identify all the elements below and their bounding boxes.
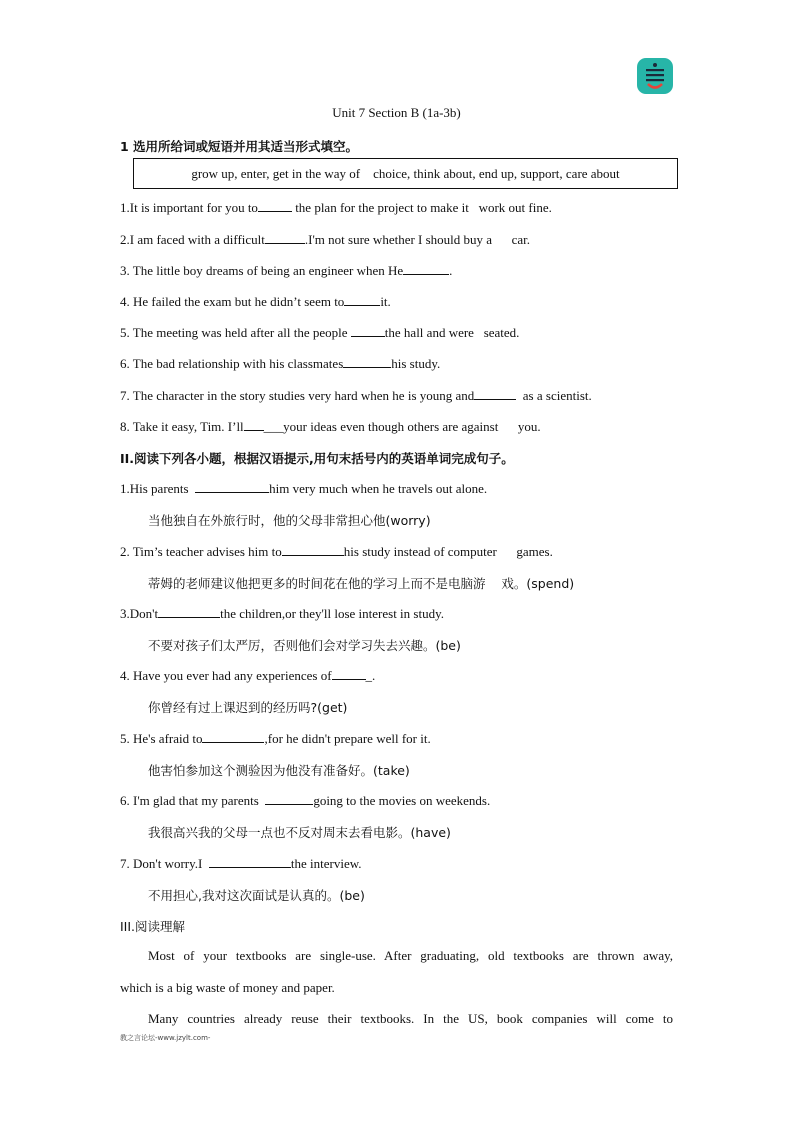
s1-item-8 <box>120 418 541 435</box>
section2-heading: II.阅读下列各小题，根据汉语提示,用句末括号内的英语单词完成句子。 <box>120 451 514 466</box>
answer-blank[interactable] <box>158 605 220 618</box>
s2-item-4-hint: 你曾经有过上课迟到的经历吗?(get) <box>148 700 348 715</box>
s2-item-2 <box>120 543 553 560</box>
item-text-after: ___your ideas even though others are against you. <box>263 419 541 434</box>
answer-blank[interactable] <box>258 199 292 212</box>
s1-item-2 <box>120 231 530 248</box>
item-text-after: the hall and were seated. <box>384 325 520 340</box>
item-text-before: Don't <box>129 606 159 621</box>
answer-blank[interactable] <box>244 418 264 431</box>
item-text-after: as a scientist. <box>516 388 592 403</box>
s2-item-7 <box>120 855 362 872</box>
item-text-after: going to the movies on weekends. <box>313 793 491 808</box>
item-text-before: Take it easy, Tim. I’ll <box>132 419 244 434</box>
item-number: 7. <box>120 388 130 403</box>
s1-item-5 <box>120 324 519 341</box>
item-text-before: Tim’s teacher advises him to <box>132 544 282 559</box>
item-text-after: it. <box>380 294 391 309</box>
item-text-before: The meeting was held after all the people <box>132 325 351 340</box>
item-text-before: Have you ever had any experiences of <box>133 668 332 683</box>
s2-item-5-hint: 他害怕参加这个测验因为他没有准备好。(take) <box>148 763 410 778</box>
item-text-before: His parents <box>129 481 196 496</box>
logo-mark-icon <box>637 58 673 94</box>
answer-blank[interactable] <box>209 855 291 868</box>
s2-item-6-hint: 我很高兴我的父母一点也不反对周末去看电影。(have) <box>148 825 451 840</box>
s2-item-5 <box>120 730 431 747</box>
answer-blank[interactable] <box>202 730 264 743</box>
answer-blank[interactable] <box>265 792 313 805</box>
item-number: 4. <box>120 294 130 309</box>
item-text-before: He's afraid to <box>133 731 203 746</box>
item-number: 1. <box>120 200 130 215</box>
item-text-before: The bad relationship with his classmates <box>132 356 344 371</box>
s2-item-7-hint: 不用担心,我对这次面试是认真的。(be) <box>148 888 365 903</box>
item-text-before: Don't worry.I <box>133 856 209 871</box>
item-number: 3. <box>120 606 130 621</box>
item-number: 3. <box>120 263 130 278</box>
answer-blank[interactable] <box>265 231 305 244</box>
answer-blank[interactable] <box>343 355 391 368</box>
answer-blank[interactable] <box>282 543 344 556</box>
site-logo <box>637 58 673 94</box>
s2-item-3-hint: 不要对孩子们太严厉，否则他们会对学习失去兴趣。(be) <box>148 638 461 653</box>
item-text-after: .I'm not sure whether I should buy a car. <box>304 232 530 247</box>
item-text-after: his study. <box>391 356 441 371</box>
item-text-before: I am faced with a difficult <box>129 232 265 247</box>
item-text-after: the plan for the project to make it work out fine. <box>291 200 552 215</box>
item-text-after: . <box>449 263 453 278</box>
s1-item-7 <box>120 387 592 404</box>
reading-paragraph-2-line-1: Many countries already reuse their textbooks. In the US, book companies will come to <box>148 1011 673 1026</box>
section3-heading: III.阅读理解 <box>120 919 186 934</box>
item-text-before: It is important for you to <box>129 200 258 215</box>
answer-blank[interactable] <box>344 293 380 306</box>
item-text-after: his study instead of computer games. <box>343 544 553 559</box>
item-text-after: ,for he didn't prepare well for it. <box>264 731 431 746</box>
item-text-after: him very much when he travels out alone. <box>269 481 488 496</box>
item-text-before: He failed the exam but he didn’t seem to <box>133 294 345 309</box>
section1-heading: 1 选用所给词或短语并用其适当形式填空。 <box>120 139 359 154</box>
s2-item-6 <box>120 792 490 809</box>
item-text-before: The character in the story studies very hard when he is young and <box>132 388 475 403</box>
answer-blank[interactable] <box>403 262 449 275</box>
item-number: 7. <box>120 856 130 871</box>
item-text-before: The little boy dreams of being an engineer when He <box>132 263 404 278</box>
item-number: 6. <box>120 793 130 808</box>
s1-item-6 <box>120 355 440 372</box>
s2-item-4 <box>120 667 375 684</box>
word-box <box>133 158 678 189</box>
item-text-before: I'm glad that my parents <box>133 793 266 808</box>
word-box-text: grow up, enter, get in the way of choice, think about, end up, support, care about <box>191 165 620 181</box>
item-number: 2. <box>120 232 130 247</box>
s2-item-2-hint: 蒂姆的老师建议他把更多的时间花在他的学习上而不是电脑游 戏。(spend) <box>148 576 575 591</box>
item-number: 4. <box>120 668 130 683</box>
answer-blank[interactable] <box>195 480 269 493</box>
reading-paragraph-1-line-2: which is a big waste of money and paper. <box>120 980 335 995</box>
s2-item-1-hint: 当他独自在外旅行时，他的父母非常担心他(worry) <box>148 513 431 528</box>
s2-item-3 <box>120 605 444 622</box>
footer-watermark: 教之言论坛-www.jzylt.com- <box>120 1034 211 1042</box>
s1-item-1 <box>120 199 552 216</box>
item-number: 2. <box>120 544 130 559</box>
reading-paragraph-1-line-1: Most of your textbooks are single-use. After graduating, old textbooks are thrown away, <box>148 948 673 963</box>
s2-item-1 <box>120 480 487 497</box>
item-text-after: the interview. <box>290 856 362 871</box>
page-title: Unit 7 Section B (1a-3b) <box>332 105 461 120</box>
item-number: 5. <box>120 731 130 746</box>
answer-blank[interactable] <box>351 324 385 337</box>
item-number: 6. <box>120 356 130 371</box>
s1-item-4 <box>120 293 391 310</box>
item-text-after: _. <box>365 668 376 683</box>
item-number: 1. <box>120 481 130 496</box>
item-number: 8. <box>120 419 130 434</box>
s1-item-3 <box>120 262 452 279</box>
answer-blank[interactable] <box>474 387 516 400</box>
item-text-after: the children,or they'll lose interest in study. <box>220 606 444 621</box>
answer-blank[interactable] <box>332 667 366 680</box>
item-number: 5. <box>120 325 130 340</box>
